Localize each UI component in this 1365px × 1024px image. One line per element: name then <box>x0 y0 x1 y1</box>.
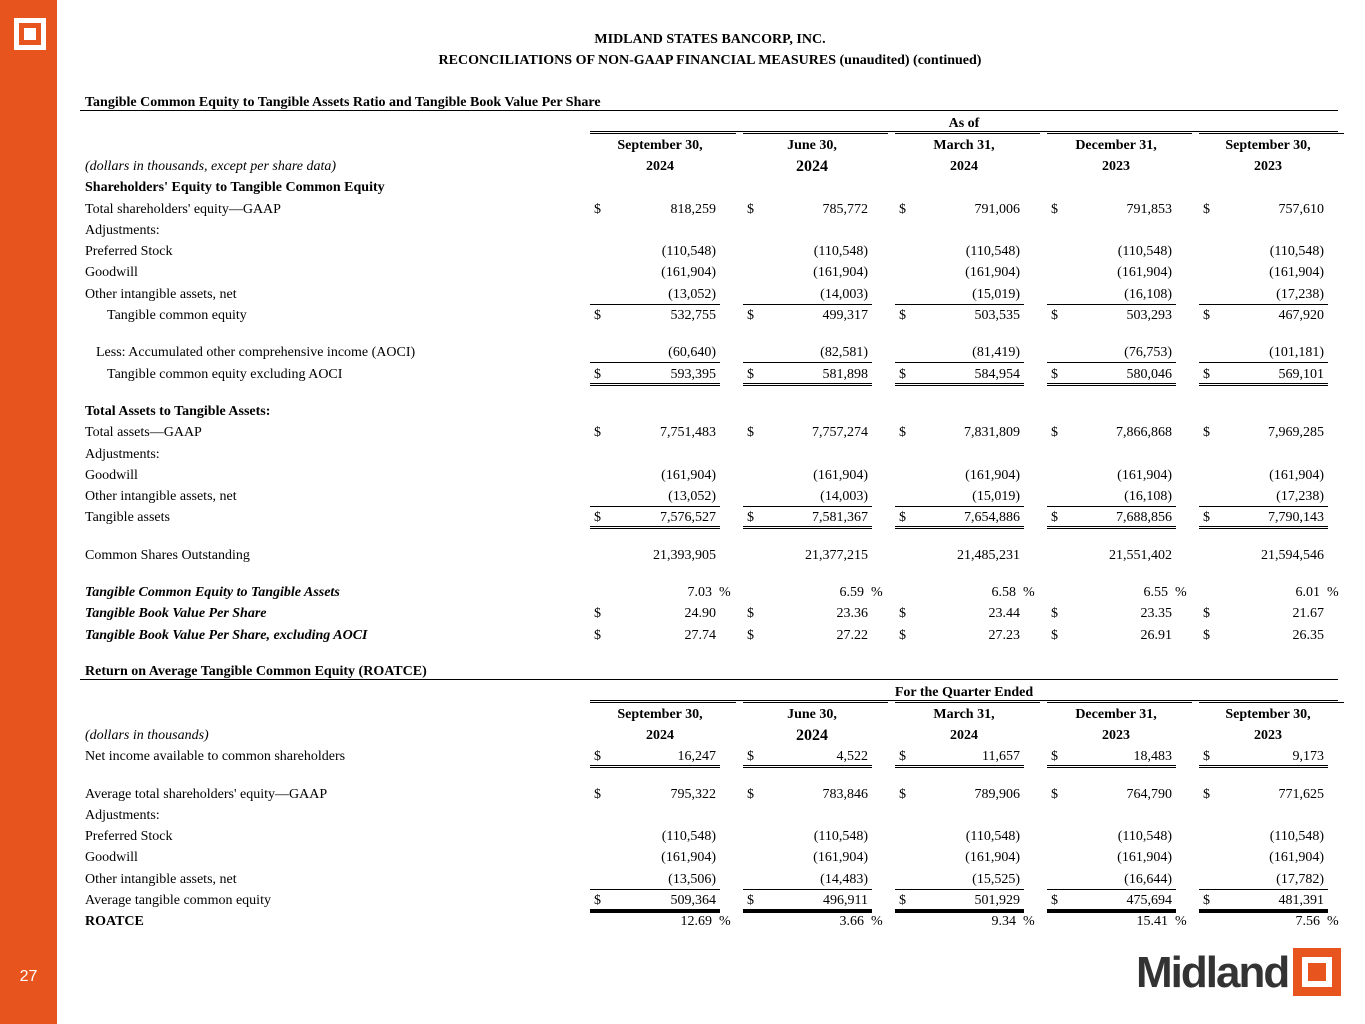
subtotal-rule <box>1199 506 1328 507</box>
cell-value: 6.55 <box>1143 585 1168 600</box>
subtotal-rule <box>895 889 1024 890</box>
column-header-rule <box>1047 702 1192 703</box>
cell-value: (15,525) <box>972 871 1020 887</box>
cell-value: 532,755 <box>670 308 716 323</box>
subtotal-rule <box>743 889 872 890</box>
row-label: Goodwill <box>85 265 138 281</box>
row-label: Adjustments: <box>85 807 160 823</box>
row-label: Adjustments: <box>85 222 160 238</box>
subtotal-rule <box>1199 304 1328 305</box>
row-label: Goodwill <box>85 850 138 866</box>
cell-value: (161,904) <box>661 265 716 281</box>
percent-sign: % <box>1327 585 1339 600</box>
cell-value: 509,364 <box>670 893 716 908</box>
dollar-sign: $ <box>747 201 754 217</box>
dollar-sign: $ <box>1051 749 1058 765</box>
cell-value: 4,522 <box>836 749 868 765</box>
column-header-rule <box>1199 133 1344 134</box>
dollar-sign: $ <box>1203 786 1210 802</box>
column-header-year: 2023 <box>1102 727 1130 743</box>
cell-value: 581,898 <box>822 366 868 382</box>
total-double-rule <box>590 526 720 529</box>
cell-value: 26.91 <box>1140 627 1172 643</box>
cell-value: (110,548) <box>1269 244 1324 260</box>
cell-value: 12.69 <box>680 914 712 930</box>
cell-value: 503,535 <box>974 308 1020 323</box>
subtotal-rule <box>1199 889 1328 890</box>
dollar-sign: $ <box>747 627 754 643</box>
cell-value: (110,548) <box>1269 829 1324 845</box>
dollar-sign: $ <box>899 749 906 765</box>
cell-value: 593,395 <box>670 366 716 382</box>
cell-value: 791,006 <box>974 201 1020 217</box>
cell-value: (161,904) <box>813 850 868 866</box>
cell-value: (161,904) <box>813 467 868 483</box>
cell-value: (60,640) <box>668 345 716 361</box>
cell-value: (161,904) <box>1269 850 1324 866</box>
cell-value: (161,904) <box>965 850 1020 866</box>
dollar-sign: $ <box>747 308 754 323</box>
cell-value: 771,625 <box>1278 786 1324 802</box>
row-label: Less: Accumulated other comprehensive income (AOCI) <box>96 345 416 361</box>
left-accent-bar <box>0 0 57 1024</box>
dollar-sign: $ <box>747 510 754 526</box>
units-note: (dollars in thousands, except per share data) <box>85 158 337 174</box>
cell-value: 7,576,527 <box>660 510 716 526</box>
brand-wordmark: Midland <box>1136 948 1289 997</box>
cell-value: 26.35 <box>1292 627 1324 643</box>
cell-value: (13,506) <box>668 871 716 887</box>
percent-sign: % <box>1175 914 1187 930</box>
section-title-rule <box>80 110 1338 111</box>
dollar-sign: $ <box>899 425 906 441</box>
column-header-year: 2024 <box>796 726 828 744</box>
column-header-rule <box>1047 133 1192 134</box>
dollar-sign: $ <box>1051 425 1058 441</box>
total-double-rule <box>743 910 872 913</box>
row-label: Tangible common equity <box>107 308 247 323</box>
cell-value: 15.41 <box>1136 914 1168 930</box>
total-double-rule <box>1199 526 1328 529</box>
cell-value: 818,259 <box>670 201 716 217</box>
row-label: Other intangible assets, net <box>85 871 237 887</box>
cell-value: 501,929 <box>974 893 1020 908</box>
section-title-rule <box>80 679 1338 680</box>
dollar-sign: $ <box>1203 308 1210 323</box>
subtotal-rule <box>1199 362 1328 363</box>
dollar-sign: $ <box>594 366 601 382</box>
cell-value: 7.56 <box>1295 914 1320 930</box>
cell-value: 23.36 <box>836 606 868 622</box>
cell-value: (110,548) <box>661 829 716 845</box>
cell-value: 783,846 <box>822 786 868 802</box>
column-header-year: 2024 <box>646 158 674 174</box>
cell-value: 21,485,231 <box>957 547 1020 563</box>
column-header-month: September 30, <box>1225 706 1311 722</box>
row-label: Total Assets to Tangible Assets: <box>85 403 271 419</box>
cell-value: (14,483) <box>820 871 868 887</box>
dollar-sign: $ <box>1051 893 1058 908</box>
row-label: Net income available to common shareholders <box>85 749 346 765</box>
column-header-month: June 30, <box>787 706 837 722</box>
cell-value: 785,772 <box>822 201 868 217</box>
cell-value: 569,101 <box>1278 366 1324 382</box>
row-label: Preferred Stock <box>85 829 173 845</box>
dollar-sign: $ <box>747 366 754 382</box>
cell-value: (161,904) <box>1269 265 1324 281</box>
dollar-sign: $ <box>1051 308 1058 323</box>
cell-value: 7,751,483 <box>660 425 716 441</box>
brand-square-icon <box>1293 948 1341 996</box>
cell-value: (16,644) <box>1124 871 1172 887</box>
column-header-month: September 30, <box>617 137 703 153</box>
group-header: For the Quarter Ended <box>894 685 1034 701</box>
dollar-sign: $ <box>594 425 601 441</box>
cell-value: 11,657 <box>982 749 1020 765</box>
cell-value: (101,181) <box>1269 345 1324 361</box>
cell-value: (76,753) <box>1124 345 1172 361</box>
percent-sign: % <box>1023 585 1035 600</box>
cell-value: 795,322 <box>670 786 716 802</box>
cell-value: 21,377,215 <box>805 547 868 563</box>
subtotal-rule <box>1047 362 1176 363</box>
cell-value: 7,969,285 <box>1268 425 1324 441</box>
dollar-sign: $ <box>1051 606 1058 622</box>
subtotal-rule <box>590 889 720 890</box>
row-label: ROATCE <box>85 914 144 930</box>
row-label: Tangible common equity excluding AOCI <box>107 366 343 382</box>
dollar-sign: $ <box>594 749 601 765</box>
cell-value: 23.44 <box>988 606 1020 622</box>
percent-sign: % <box>871 585 883 600</box>
dollar-sign: $ <box>747 425 754 441</box>
cell-value: 27.22 <box>836 627 868 643</box>
column-header-month: September 30, <box>617 706 703 722</box>
subtotal-rule <box>590 362 720 363</box>
column-header-year: 2023 <box>1254 158 1282 174</box>
cell-value: 481,391 <box>1278 893 1324 908</box>
report-subtitle: RECONCILIATIONS OF NON-GAAP FINANCIAL MEASURES (unaudited) (continued) <box>438 53 982 68</box>
column-header-rule <box>743 702 888 703</box>
cell-value: (16,108) <box>1124 286 1172 302</box>
total-double-rule <box>895 765 1024 768</box>
cell-value: 27.74 <box>684 627 716 643</box>
cell-value: (161,904) <box>1117 265 1172 281</box>
column-header-month: June 30, <box>787 137 837 153</box>
column-header-rule <box>895 702 1040 703</box>
cell-value: (110,548) <box>813 829 868 845</box>
dollar-sign: $ <box>747 749 754 765</box>
subtotal-rule <box>895 506 1024 507</box>
cell-value: (110,548) <box>1117 244 1172 260</box>
column-header-month: March 31, <box>933 706 995 722</box>
cell-value: (13,052) <box>668 286 716 302</box>
dollar-sign: $ <box>1051 366 1058 382</box>
subtotal-rule <box>895 304 1024 305</box>
cell-value: 503,293 <box>1126 308 1172 323</box>
column-header-year: 2024 <box>950 727 978 743</box>
dollar-sign: $ <box>594 606 601 622</box>
row-label: Other intangible assets, net <box>85 286 237 302</box>
column-header-year: 2024 <box>646 727 674 743</box>
dollar-sign: $ <box>899 510 906 526</box>
row-label: Total shareholders' equity—GAAP <box>85 201 281 217</box>
cell-value: 7,831,809 <box>964 425 1020 441</box>
dollar-sign: $ <box>899 786 906 802</box>
section-title: Tangible Common Equity to Tangible Assets Ratio and Tangible Book Value Per Share <box>85 95 601 110</box>
cell-value: (17,238) <box>1276 489 1324 505</box>
cell-value: 584,954 <box>974 366 1020 382</box>
column-header-year: 2024 <box>950 158 978 174</box>
company-title: MIDLAND STATES BANCORP, INC. <box>594 32 826 47</box>
cell-value: (161,904) <box>1117 850 1172 866</box>
dollar-sign: $ <box>899 308 906 323</box>
row-label: Common Shares Outstanding <box>85 547 250 563</box>
row-label: Average tangible common equity <box>85 893 271 908</box>
page-number: 27 <box>19 968 38 985</box>
cell-value: (16,108) <box>1124 489 1172 505</box>
subtotal-rule <box>743 506 872 507</box>
midland-square-logo-icon <box>14 18 46 50</box>
cell-value: (110,548) <box>1117 829 1172 845</box>
cell-value: (14,003) <box>820 489 868 505</box>
dollar-sign: $ <box>594 786 601 802</box>
total-double-rule <box>1047 910 1176 913</box>
cell-value: 21,393,905 <box>653 547 716 563</box>
cell-value: 789,906 <box>974 786 1020 802</box>
units-note: (dollars in thousands) <box>85 727 209 743</box>
dollar-sign: $ <box>594 308 601 323</box>
cell-value: 6.58 <box>991 585 1016 600</box>
cell-value: (15,019) <box>972 286 1020 302</box>
cell-value: 18,483 <box>1133 749 1172 765</box>
column-header-year: 2024 <box>796 157 828 175</box>
row-label: Goodwill <box>85 467 138 483</box>
dollar-sign: $ <box>899 893 906 908</box>
cell-value: 3.66 <box>839 914 864 930</box>
cell-value: (13,052) <box>668 489 716 505</box>
percent-sign: % <box>719 585 731 600</box>
cell-value: 7,866,868 <box>1116 425 1172 441</box>
row-label: Total assets—GAAP <box>85 425 202 441</box>
dollar-sign: $ <box>1203 425 1210 441</box>
cell-value: 7,688,856 <box>1116 510 1172 526</box>
dollar-sign: $ <box>899 201 906 217</box>
cell-value: 24.90 <box>684 606 716 622</box>
cell-value: (161,904) <box>661 467 716 483</box>
row-label: Tangible Book Value Per Share <box>85 606 267 622</box>
total-double-rule <box>1199 765 1328 768</box>
cell-value: (17,238) <box>1276 286 1324 302</box>
cell-value: 6.01 <box>1295 585 1320 600</box>
cell-value: 21.67 <box>1292 606 1324 622</box>
dollar-sign: $ <box>594 201 601 217</box>
dollar-sign: $ <box>1051 786 1058 802</box>
total-double-rule <box>1199 383 1328 386</box>
cell-value: 7,654,886 <box>964 510 1020 526</box>
subtotal-rule <box>590 304 720 305</box>
total-double-rule <box>895 526 1024 529</box>
cell-value: 23.35 <box>1140 606 1172 622</box>
dollar-sign: $ <box>1203 627 1210 643</box>
row-label: Shareholders' Equity to Tangible Common Equity <box>85 180 385 196</box>
cell-value: 496,911 <box>823 893 868 908</box>
dollar-sign: $ <box>594 510 601 526</box>
cell-value: 475,694 <box>1126 893 1172 908</box>
total-double-rule <box>743 526 872 529</box>
row-label: Preferred Stock <box>85 244 173 260</box>
dollar-sign: $ <box>1203 893 1210 908</box>
cell-value: (110,548) <box>965 244 1020 260</box>
dollar-sign: $ <box>1051 627 1058 643</box>
cell-value: 791,853 <box>1126 201 1172 217</box>
column-header-month: September 30, <box>1225 137 1311 153</box>
total-double-rule <box>1047 765 1176 768</box>
row-label: Tangible Common Equity to Tangible Assets <box>85 585 340 600</box>
cell-value: 467,920 <box>1278 308 1324 323</box>
section-title: Return on Average Tangible Common Equity (ROATCE) <box>85 664 427 679</box>
subtotal-rule <box>743 304 872 305</box>
cell-value: 9,173 <box>1292 749 1324 765</box>
dollar-sign: $ <box>747 893 754 908</box>
total-double-rule <box>1199 910 1328 913</box>
column-header-rule <box>895 133 1040 134</box>
column-header-month: December 31, <box>1075 706 1157 722</box>
row-label: Other intangible assets, net <box>85 489 237 505</box>
column-header-month: March 31, <box>933 137 995 153</box>
dollar-sign: $ <box>1051 510 1058 526</box>
cell-value: 27.23 <box>988 627 1020 643</box>
column-header-rule <box>590 133 736 134</box>
total-double-rule <box>590 910 720 913</box>
cell-value: (161,904) <box>661 850 716 866</box>
row-label: Adjustments: <box>85 446 160 462</box>
dollar-sign: $ <box>1051 201 1058 217</box>
cell-value: 7,581,367 <box>812 510 868 526</box>
dollar-sign: $ <box>594 893 601 908</box>
total-double-rule <box>1047 383 1176 386</box>
cell-value: 21,594,546 <box>1261 547 1324 563</box>
dollar-sign: $ <box>594 627 601 643</box>
subtotal-rule <box>1047 889 1176 890</box>
dollar-sign: $ <box>1203 201 1210 217</box>
cell-value: (110,548) <box>813 244 868 260</box>
total-double-rule <box>590 383 720 386</box>
dollar-sign: $ <box>1203 606 1210 622</box>
cell-value: (17,782) <box>1276 871 1324 887</box>
total-double-rule <box>743 383 872 386</box>
dollar-sign: $ <box>747 606 754 622</box>
cell-value: (161,904) <box>965 467 1020 483</box>
subtotal-rule <box>1047 506 1176 507</box>
cell-value: (82,581) <box>820 345 868 361</box>
group-header: As of <box>948 116 980 132</box>
column-header-rule <box>1199 702 1344 703</box>
total-double-rule <box>895 910 1024 913</box>
dollar-sign: $ <box>1203 510 1210 526</box>
cell-value: (161,904) <box>1117 467 1172 483</box>
subtotal-rule <box>743 362 872 363</box>
cell-value: 499,317 <box>822 308 868 323</box>
cell-value: 580,046 <box>1126 366 1172 382</box>
cell-value: 9.34 <box>991 914 1016 930</box>
column-header-rule <box>743 133 888 134</box>
cell-value: (81,419) <box>972 345 1020 361</box>
percent-sign: % <box>871 914 883 930</box>
row-label: Tangible Book Value Per Share, excluding AOCI <box>85 627 368 643</box>
row-label: Average total shareholders' equity—GAAP <box>85 786 328 802</box>
dollar-sign: $ <box>1203 366 1210 382</box>
cell-value: (14,003) <box>820 286 868 302</box>
total-double-rule <box>895 383 1024 386</box>
total-double-rule <box>743 765 872 768</box>
cell-value: 764,790 <box>1126 786 1172 802</box>
cell-value: (15,019) <box>972 489 1020 505</box>
percent-sign: % <box>1175 585 1187 600</box>
dollar-sign: $ <box>1203 749 1210 765</box>
dollar-sign: $ <box>899 627 906 643</box>
cell-value: 7.03 <box>687 585 712 600</box>
dollar-sign: $ <box>899 366 906 382</box>
column-header-year: 2023 <box>1254 727 1282 743</box>
subtotal-rule <box>1047 304 1176 305</box>
row-label: Tangible assets <box>85 510 170 526</box>
column-header-rule <box>590 702 736 703</box>
percent-sign: % <box>1023 914 1035 930</box>
cell-value: (110,548) <box>661 244 716 260</box>
cell-value: 7,790,143 <box>1268 510 1324 526</box>
cell-value: 21,551,402 <box>1109 547 1172 563</box>
cell-value: (161,904) <box>813 265 868 281</box>
cell-value: (161,904) <box>965 265 1020 281</box>
dollar-sign: $ <box>747 786 754 802</box>
cell-value: 16,247 <box>677 749 716 765</box>
cell-value: 6.59 <box>839 585 864 600</box>
percent-sign: % <box>1327 914 1339 930</box>
subtotal-rule <box>590 506 720 507</box>
total-double-rule <box>1047 526 1176 529</box>
cell-value: (161,904) <box>1269 467 1324 483</box>
total-double-rule <box>590 765 720 768</box>
subtotal-rule <box>895 362 1024 363</box>
dollar-sign: $ <box>899 606 906 622</box>
column-header-month: December 31, <box>1075 137 1157 153</box>
column-header-year: 2023 <box>1102 158 1130 174</box>
cell-value: (110,548) <box>965 829 1020 845</box>
cell-value: 757,610 <box>1278 201 1324 217</box>
cell-value: 7,757,274 <box>812 425 868 441</box>
percent-sign: % <box>719 914 731 930</box>
